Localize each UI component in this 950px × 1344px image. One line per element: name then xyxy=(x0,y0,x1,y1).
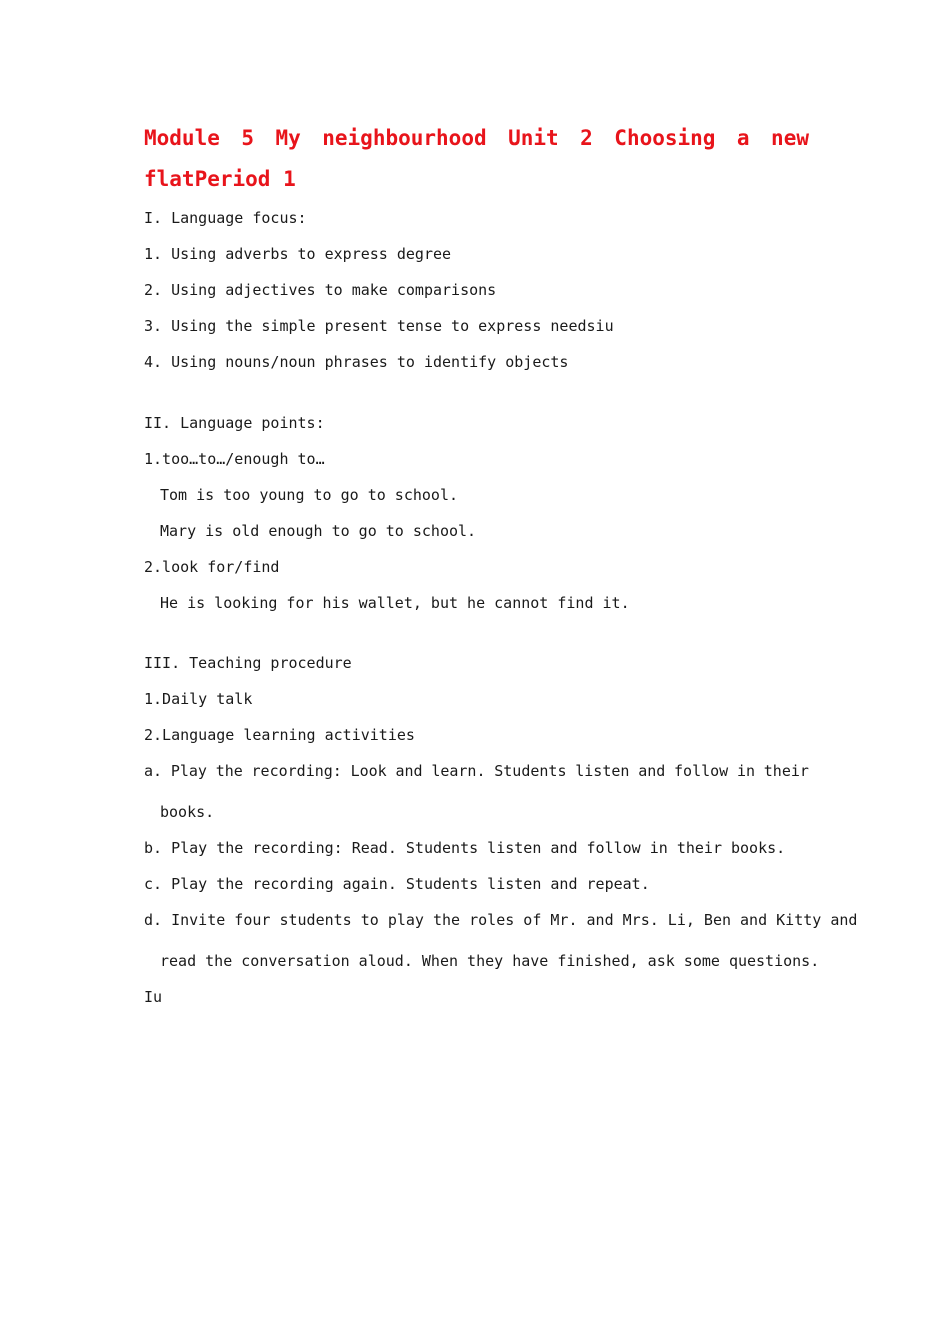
word: their xyxy=(763,762,809,780)
list-item: 1.Daily talk xyxy=(144,690,253,708)
activity-b: b. Play the recording: Read. Students listen and follow in their books. xyxy=(144,839,786,857)
word: follow xyxy=(674,762,729,780)
activity-a-line xyxy=(144,761,809,781)
activity-a-continuation: books. xyxy=(160,803,215,821)
activity-c: c. Play the recording again. Students listen and repeat. xyxy=(144,875,650,893)
example-sentence: Tom is too young to go to school. xyxy=(160,486,459,504)
list-item: 4. Using nouns/noun phrases to identify objects xyxy=(144,353,569,371)
word: Students xyxy=(494,762,567,780)
word: and xyxy=(395,762,423,780)
word: a. xyxy=(144,762,163,780)
list-item: 1.too…to…/enough to… xyxy=(144,450,325,468)
list-item: 2.Language learning activities xyxy=(144,726,415,744)
list-item: 3. Using the simple present tense to express needsiu xyxy=(144,317,614,335)
word: recording: xyxy=(251,762,342,780)
example-sentence: Mary is old enough to go to school. xyxy=(160,522,477,540)
word: in xyxy=(736,762,756,780)
word: and xyxy=(638,762,666,780)
activity-d-continuation: read the conversation aloud. When they have finished, ask some questions. xyxy=(160,952,820,970)
word: learn. xyxy=(431,762,486,780)
example-sentence: He is looking for his wallet, but he cannot find it. xyxy=(160,594,630,612)
word: Look xyxy=(350,762,387,780)
list-item: 2. Using adjectives to make comparisons xyxy=(144,281,497,299)
document-title: Module 5 My neighbourhood Unit 2 Choosing a new flatPeriod 1 xyxy=(144,126,809,191)
section-heading-language-points: II. Language points: xyxy=(144,414,325,432)
word: Play xyxy=(170,762,207,780)
word: listen xyxy=(575,762,630,780)
word: the xyxy=(215,762,243,780)
list-item: 2.look for/find xyxy=(144,558,280,576)
section-heading-teaching-procedure: III. Teaching procedure xyxy=(144,654,352,672)
list-item: 1. Using adverbs to express degree xyxy=(144,245,452,263)
activity-d-line: d. Invite four students to play the roles of Mr. and Mrs. Li, Ben and Kitty and xyxy=(144,911,858,929)
section-heading-language-focus: I. Language focus: xyxy=(144,209,307,227)
trailing-text: Iu xyxy=(144,988,163,1006)
